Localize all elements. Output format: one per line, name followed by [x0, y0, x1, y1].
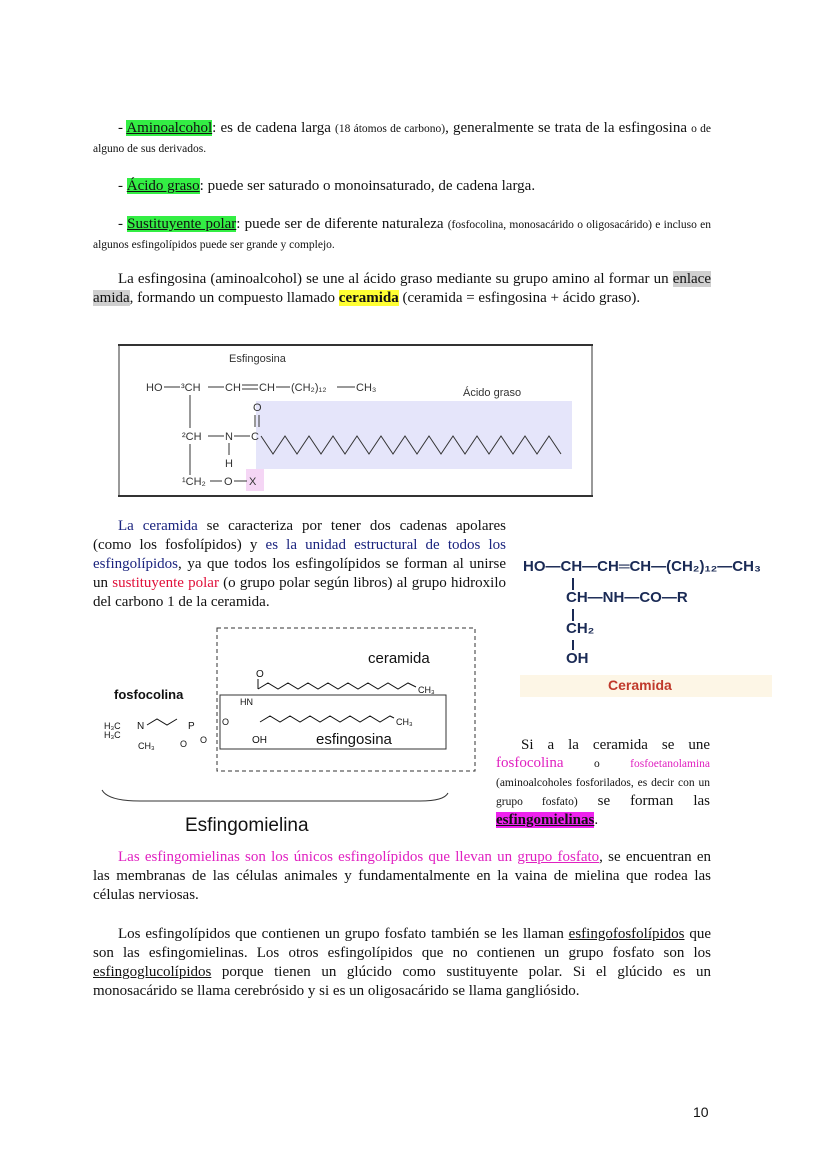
text: se caracteriza por tener dos cadenas apolares (como los fosfolípidos) y [93, 518, 507, 553]
atom-ch2n: (CH₂)₁₂ [291, 382, 327, 394]
atom-o: O [253, 402, 262, 414]
label-ceramida: ceramida [368, 650, 430, 667]
formula-line3: CH₂ [566, 620, 595, 637]
text: , ya que todos los esfingolípidos se forman al unirse un [93, 556, 506, 591]
term-esfingofosfolipidos: esfingofosfolípidos [568, 926, 685, 942]
dash: - [118, 178, 127, 194]
text: que son las esfingomielinas. Los otros esfingolípidos que no contienen un grupo fosfato son los [93, 926, 711, 961]
paragraph-esfingomielinas-fosfato [93, 848, 711, 905]
atom-c3: ³CH [181, 382, 201, 394]
svg-text:N: N [137, 721, 145, 732]
paragraph-esfingomielinas [496, 736, 710, 829]
svg-text:P: P [188, 721, 195, 732]
atom-x: X [249, 476, 257, 488]
text: , generalmente se trata de la esfingosina [445, 120, 692, 136]
formula-line2: CH—NH—CO—R [566, 589, 688, 606]
svg-text:H₃C: H₃C [104, 721, 121, 731]
text: porque tienen un glúcido como sustituyente polar. Si el glúcido es un monosacárido se llama cerebrósido y si es un oligosacárido se llama gangliósido. [93, 964, 711, 999]
text-blue: es la unidad estructural de todos los esfingolípidos [93, 537, 506, 572]
svg-text:H₃C: H₃C [104, 730, 121, 740]
paragraph-ceramida [93, 270, 711, 308]
ceramida-highlight: ceramida [338, 290, 399, 306]
atom-h: H [225, 458, 233, 470]
ceramida-formula-figure [520, 555, 772, 697]
label-esfingosina-3: esfingosina [316, 731, 392, 748]
atom-ch3-mid: CH₃ [396, 717, 413, 727]
enlace-amida: enlace amida [93, 271, 711, 306]
atom-n: N [225, 431, 233, 443]
label-fosfocolina: fosfocolina [114, 687, 184, 702]
text-fosfoetanolamina: fosfoetanolamina [630, 758, 710, 770]
small-text: (aminoalcoholes fosforilados, es decir con un grupo fosfato) [496, 777, 710, 808]
text-grupo-fosfato: grupo fosfato [517, 849, 600, 865]
page-number: 10 [693, 1104, 709, 1120]
text-magenta: Las esfingomielinas son los únicos esfingolípidos que llevan un [118, 849, 518, 865]
formula-line1: HO—CH—CH═CH—(CH₂)₁₂—CH₃ [523, 558, 761, 575]
text: , formando un compuesto llamado [129, 290, 339, 306]
text: (ceramida = esfingosina + ácido graso). [398, 290, 641, 306]
svg-text:O: O [222, 717, 230, 727]
svg-text:CH₃: CH₃ [138, 741, 155, 751]
small-text: o de alguno de sus derivados. [93, 123, 711, 155]
formula-line4: OH [566, 650, 589, 667]
text: : puede ser saturado o monoinsaturado, de cadena larga. [199, 178, 536, 194]
dash: - [118, 216, 128, 232]
text: Si a la ceramida se une [521, 737, 710, 753]
atom-c1: ¹CH₂ [182, 476, 206, 488]
text: : es de cadena larga [212, 120, 336, 136]
text-red: sustituyente polar [112, 575, 219, 591]
text: La esfingosina (aminoalcohol) se une al ácido graso mediante su grupo amino al formar un [118, 271, 673, 287]
item-sustituyente [93, 215, 711, 255]
atom-ch3-top: CH₃ [418, 685, 435, 695]
text: Los esfingolípidos que contienen un grupo fosfato también se les llaman [118, 926, 569, 942]
caption-esfingomielina: Esfingomielina [185, 815, 309, 836]
atom-ho: HO [146, 382, 163, 394]
term-aminoalcohol: Aminoalcohol [126, 120, 213, 136]
atom-ch-b: CH [259, 382, 275, 394]
term-sustituyente: Sustituyente polar [127, 216, 237, 232]
svg-text:O: O [180, 739, 188, 749]
small-text: (fosfocolina, monosacárido o oligosacárido) e incluso en algunos esfingolípidos puede ser grande y complejo. [93, 219, 711, 251]
term-esfingoglucolipidos: esfingoglucolípidos [93, 964, 212, 980]
svg-text:O: O [200, 735, 208, 745]
paragraph-esfingofosfolipidos [93, 925, 711, 1001]
small-text: (18 átomos de carbono) [335, 123, 446, 135]
text: . [594, 812, 599, 828]
text-blue: La ceramida [118, 518, 198, 534]
dash: - [118, 120, 127, 136]
text: , se encuentran en las membranas de las células animales y fundamentalmente en la vaina de mielina que rodea las células nerviosas. [93, 849, 711, 903]
text: : puede ser de diferente naturaleza [236, 216, 448, 232]
esfingomielinas-highlight: esfingomielinas [496, 812, 595, 828]
atom-o2: O [224, 476, 233, 488]
text: se forman las [577, 793, 710, 809]
atom-c: C [251, 431, 259, 443]
label-esfingosina: Esfingosina [229, 353, 286, 365]
label-acido-graso: Ácido graso [463, 387, 522, 399]
atom-hn: HN [240, 697, 253, 707]
atom-oh: OH [252, 735, 267, 746]
item-acido-graso [93, 177, 711, 196]
text: o [563, 758, 631, 770]
text-fosfocolina: fosfocolina [496, 755, 564, 771]
text: (o grupo polar según libros) al grupo hidroxilo del carbono 1 de la ceramida. [93, 575, 506, 610]
term-acido-graso: Ácido graso [126, 178, 200, 194]
item-aminoalcohol [93, 119, 711, 159]
atom-ch-a: CH [225, 382, 241, 394]
atom-c2: ²CH [182, 431, 202, 443]
formula-caption: Ceramida [608, 677, 672, 693]
atom-ch3: CH₃ [356, 382, 377, 394]
esfingomielina-figure [100, 625, 480, 840]
ceramide-structure-figure [118, 343, 593, 498]
atom-o-top: O [256, 669, 264, 680]
